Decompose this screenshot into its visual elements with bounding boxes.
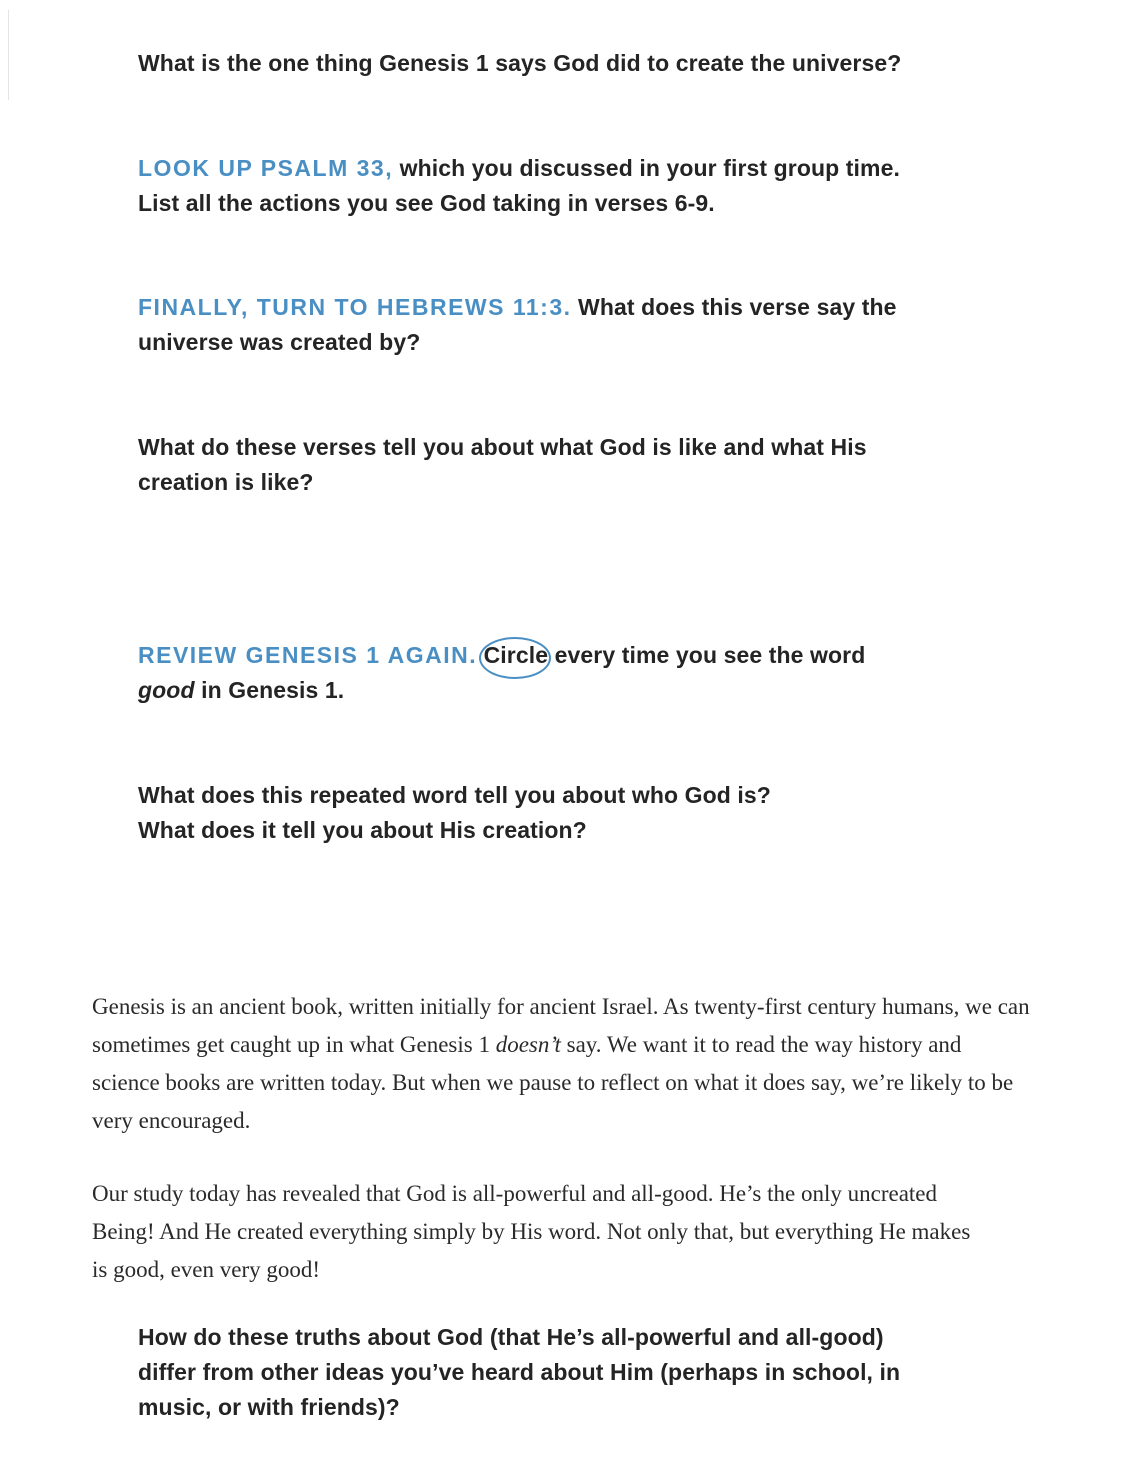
question-text-line1: What do these verses tell you about what God is like and what His [138,434,867,460]
body-paragraph-study-today [92,1175,972,1289]
circled-word-text: Circle [483,642,549,668]
question-text-line2: List all the actions you see God taking in verses 6-9. [138,190,715,216]
question-what-god-is-like [138,430,1008,500]
question-text-line1: What does this repeated word tell you about who God is? [138,782,771,808]
question-genesis-creation [138,46,1008,81]
question-text-line1: How do these truths about God (that He’s all-powerful and all-good) [138,1324,884,1350]
hand-drawn-circle [479,637,551,679]
page-edge-divider [0,10,9,100]
question-truths-about-god [138,1320,1008,1425]
emphasized-word: doesn’t [495,1032,561,1057]
instruction-lead: FINALLY, TURN TO HEBREWS 11:3. [138,294,572,320]
body-paragraph-genesis-ancient [92,988,1032,1140]
question-psalm-33 [138,151,1008,221]
paragraph-text: Our study today has revealed that God is all-powerful and all-good. He’s the only uncreated Being! And He created everything simply by His word. Not only that, but everything He makes is good, even very good! [92,1181,971,1282]
instruction-lead: REVIEW GENESIS 1 AGAIN. [138,642,478,668]
question-repeated-word [138,778,1008,848]
question-text-line1: which you discussed in your first group time. [393,155,900,181]
instruction-lead: LOOK UP PSALM 33, [138,155,394,181]
question-hebrews-11-3 [138,290,1008,360]
question-text-line3: music, or with friends)? [138,1394,400,1420]
paragraph-text-part2: say. We want it to read the way history and science books are written today. But when we pause to reflect on what it does say, we’re likely to be very encouraged. [92,1032,1014,1133]
emphasized-word: good [138,677,195,703]
paragraph-text-part1: Genesis is an ancient book, written initially for ancient Israel. As twenty-first century humans, we can sometimes get caught up in what Genesis 1 [92,994,1030,1057]
question-text: What is the one thing Genesis 1 says God did to create the universe? [138,50,902,76]
question-review-genesis [138,638,1008,708]
question-text-line2: universe was created by? [138,329,421,355]
question-text-line2: What does it tell you about His creation? [138,817,587,843]
circled-word [484,638,549,673]
question-text-line1: every time you see the word [548,642,866,668]
question-text-line2: creation is like? [138,469,314,495]
question-text-line2: in Genesis 1. [194,677,345,703]
question-text-line1: What does this verse say the [571,294,897,320]
question-text-line2: differ from other ideas you’ve heard about Him (perhaps in school, in [138,1359,901,1385]
